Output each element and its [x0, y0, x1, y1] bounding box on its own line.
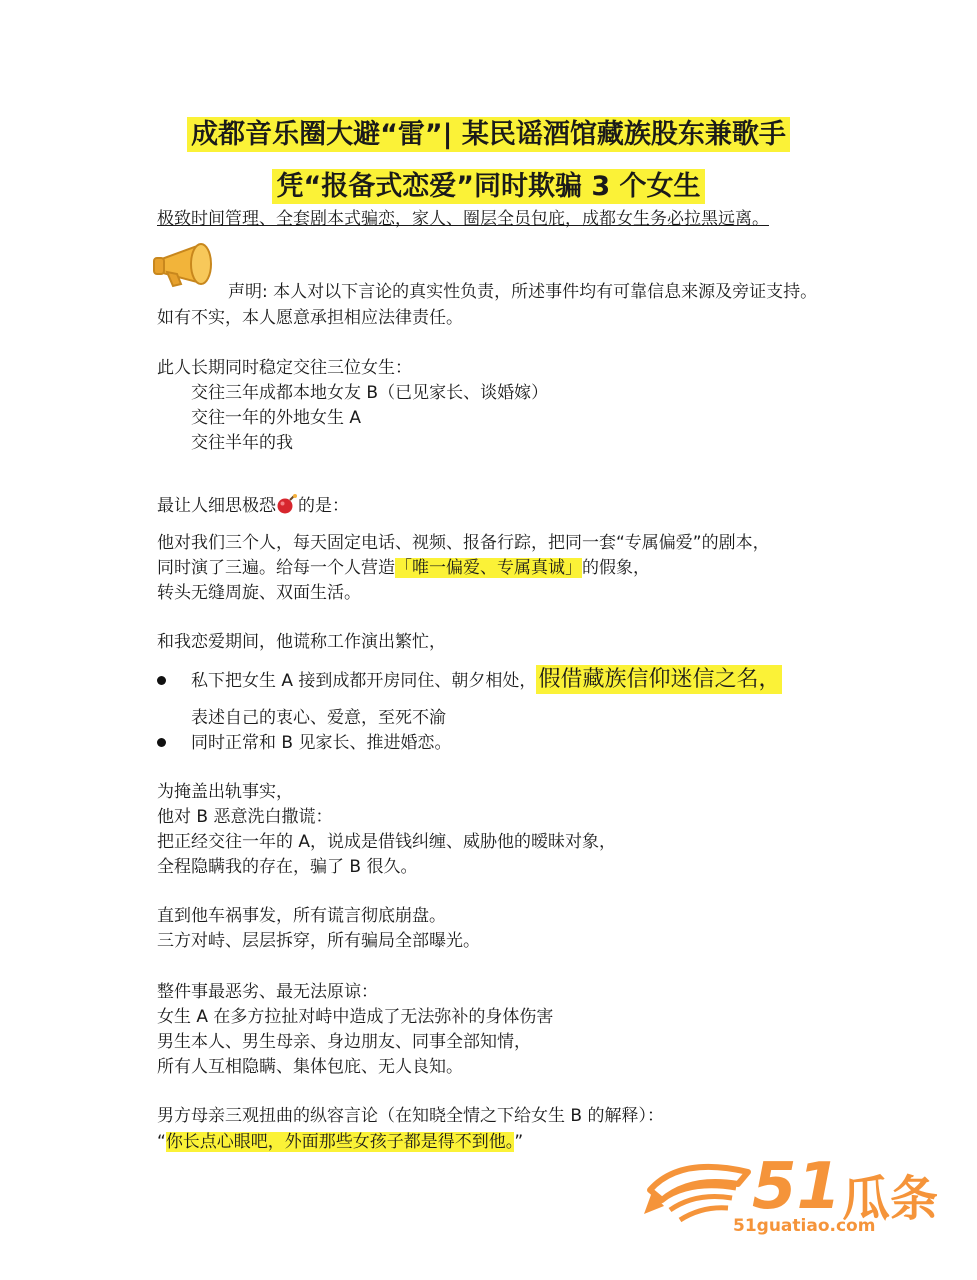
subtitle: 极致时间管理、全套剧本式骗恋，家人、圈层全员包庇，成都女生务必拉黑远离。: [157, 209, 769, 229]
intro-heading: 此人长期同时稳定交往三位女生：: [157, 358, 412, 378]
megaphone-icon: [153, 238, 231, 290]
bullet-dot: [157, 738, 166, 747]
scary-line3: 转头无缝周旋、双面生活。: [157, 583, 361, 603]
cover-line4: 全程隐瞒我的存在，骗了 B 很久。: [157, 857, 418, 877]
cover-line3: 把正经交往一年的 A，说成是借钱纠缠、威胁他的暧昧对象，: [157, 832, 617, 852]
bomb-icon: [276, 494, 298, 514]
intro-item: 交往半年的我: [191, 433, 293, 453]
worst-line2: 女生 A 在多方拉扯对峙中造成了无法弥补的身体伤害: [157, 1007, 554, 1027]
cover-line2: 他对 B 恶意洗白撒谎：: [157, 807, 333, 827]
declaration-line2: 如有不实，本人愿意承担相应法律责任。: [157, 308, 463, 328]
intro-item: 交往一年的外地女生 A: [191, 408, 362, 428]
cover-line1: 为掩盖出轨事实，: [157, 782, 293, 802]
bullet-dot: [157, 676, 166, 685]
page-title-line1: 成都音乐圈大避“雷”| 某民谣酒馆藏族股东兼歌手: [0, 112, 977, 151]
page-title-line2: 凭“报备式恋爱”同时欺骗 3 个女生: [0, 164, 977, 203]
bullet-item-1-continued: 表述自己的衷心、爱意，至死不渝: [191, 708, 446, 728]
intro-item: 交往三年成都本地女友 B（已见家长、谈婚嫁）: [191, 383, 549, 403]
watermark-url: 51guatiao.com: [733, 1216, 876, 1236]
worst-line4: 所有人互相隐瞒、集体包庇、无人良知。: [157, 1057, 463, 1077]
scary-heading: 最让人细思极恐 的是：: [157, 496, 349, 516]
scary-line2: 同时演了三遍。给每一个人营造「唯一偏爱、专属真诚」的假象，: [157, 558, 650, 578]
busy-heading: 和我恋爱期间，他谎称工作演出繁忙，: [157, 632, 446, 652]
bullet-item-1: 私下把女生 A 接到成都开房同住、朝夕相处，假借藏族信仰迷信之名，: [191, 667, 781, 692]
collapse-line1: 直到他车祸事发，所有谎言彻底崩盘。: [157, 906, 446, 926]
collapse-line2: 三方对峙、层层拆穿，所有骗局全部曝光。: [157, 931, 480, 951]
scary-line1: 他对我们三个人，每天固定电话、视频、报备行踪，把同一套“专属偏爱”的剧本，: [157, 533, 770, 553]
watermark-chinese: 瓜条: [842, 1171, 939, 1227]
declaration-line1: 声明: 本人对以下言论的真实性负责，所述事件均有可靠信息来源及旁证支持。: [228, 282, 818, 302]
mother-line1: 男方母亲三观扭曲的纵容言论（在知晓全情之下给女生 B 的解释）：: [157, 1106, 664, 1126]
watermark-number: 51: [752, 1150, 842, 1224]
worst-line3: 男生本人、男生母亲、身边朋友、同事全部知情，: [157, 1032, 531, 1052]
bullet-item-2: 同时正常和 B 见家长、推进婚恋。: [191, 733, 452, 753]
worst-line1: 整件事最恶劣、最无法原谅：: [157, 982, 378, 1002]
mother-quote: “你长点心眼吧，外面那些女孩子都是得不到他。”: [157, 1132, 524, 1152]
